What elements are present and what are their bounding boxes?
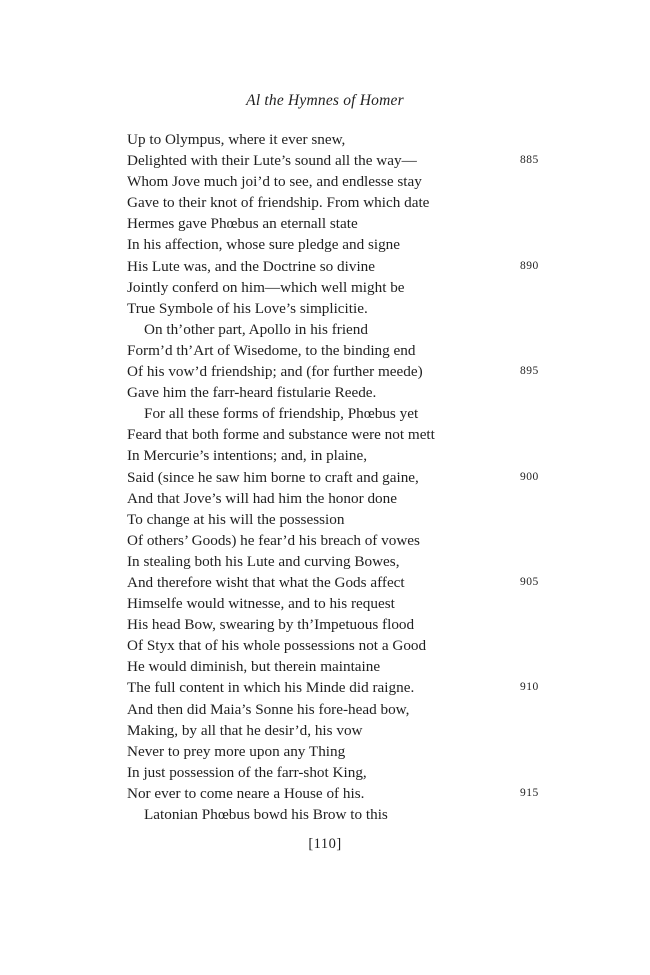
verse-line <box>127 530 547 551</box>
verse-text: Nor ever to come neare a House of his. <box>127 784 365 802</box>
verse-text: In just possession of the farr-shot King, <box>127 763 367 781</box>
verse-text: His head Bow, swearing by th’Impetuous flood <box>127 616 415 634</box>
verse-text: And therefore wisht that what the Gods affect <box>127 573 405 591</box>
verse-line <box>127 572 547 593</box>
line-number: 915 <box>520 786 539 799</box>
verse-line <box>127 614 547 635</box>
verse-line <box>127 424 547 445</box>
poem-body <box>127 129 547 825</box>
verse-text: Feard that both forme and substance were not mett <box>127 426 435 444</box>
verse-line <box>127 720 547 741</box>
verse-text: His Lute was, and the Doctrine so divine <box>127 257 376 275</box>
line-number: 885 <box>520 154 539 167</box>
verse-text: Himselfe would witnesse, and to his request <box>127 595 395 613</box>
verse-text: Of his vow’d friendship; and (for further meede) <box>127 363 423 381</box>
verse-line <box>127 129 547 150</box>
verse-text: The full content in which his Minde did raigne. <box>127 679 415 697</box>
verse-line <box>127 298 547 319</box>
verse-text: For all these forms of friendship, Phœbus yet <box>144 405 419 423</box>
verse-text: In his affection, whose sure pledge and signe <box>127 236 401 254</box>
verse-line <box>127 593 547 614</box>
line-number: 895 <box>520 365 539 378</box>
verse-line <box>127 213 547 234</box>
verse-line <box>127 677 547 698</box>
verse-line <box>127 382 547 403</box>
verse-text: Gave him the farr-heard fistularie Reede. <box>127 384 377 402</box>
verse-text: And that Jove’s will had him the honor done <box>127 489 397 507</box>
verse-line <box>127 234 547 255</box>
verse-line <box>127 783 547 804</box>
line-number: 910 <box>520 681 539 694</box>
verse-line <box>127 192 547 213</box>
verse-line <box>127 804 547 825</box>
verse-text: He would diminish, but therein maintaine <box>127 658 381 676</box>
verse-line <box>127 762 547 783</box>
verse-line <box>127 361 547 382</box>
verse-text: Jointly conferd on him—which well might be <box>127 278 405 296</box>
verse-line <box>127 403 547 424</box>
verse-text: Said (since he saw him borne to craft and gaine, <box>127 468 419 486</box>
verse-text: On th’other part, Apollo in his friend <box>144 320 368 338</box>
verse-line <box>127 445 547 466</box>
page-number: [110] <box>308 836 342 852</box>
line-number: 905 <box>520 575 539 588</box>
verse-line <box>127 488 547 509</box>
line-number: 900 <box>520 470 539 483</box>
verse-text: And then did Maia’s Sonne his fore-head bow, <box>127 700 410 718</box>
verse-text: Of others’ Goods) he fear’d his breach of vowes <box>127 531 420 549</box>
verse-line <box>127 319 547 340</box>
verse-line <box>127 467 547 488</box>
running-head: Al the Hymnes of Homer <box>246 92 404 109</box>
verse-line <box>127 635 547 656</box>
verse-line <box>127 699 547 720</box>
verse-line <box>127 551 547 572</box>
verse-text: Whom Jove much joi’d to see, and endlesse stay <box>127 173 422 191</box>
verse-text: True Symbole of his Love’s simplicitie. <box>127 299 368 317</box>
verse-text: Up to Olympus, where it ever snew, <box>127 131 346 148</box>
verse-line <box>127 340 547 361</box>
verse-text: Gave to their knot of friendship. From which date <box>127 194 430 212</box>
verse-text: In stealing both his Lute and curving Bowes, <box>127 552 400 570</box>
verse-text: Delighted with their Lute’s sound all the way— <box>127 152 417 170</box>
verse-line <box>127 171 547 192</box>
verse-text: Making, by all that he desir’d, his vow <box>127 721 363 739</box>
verse-text: In Mercurie’s intentions; and, in plaine, <box>127 447 367 465</box>
verse-text: Of Styx that of his whole possessions not a Good <box>127 637 427 655</box>
verse-line <box>127 741 547 762</box>
verse-line <box>127 277 547 298</box>
verse-text: To change at his will the possession <box>127 510 345 528</box>
verse-line <box>127 509 547 530</box>
verse-line <box>127 656 547 677</box>
verse-text: Latonian Phœbus bowd his Brow to this <box>144 806 388 823</box>
line-number: 890 <box>520 259 539 272</box>
verse-text: Never to prey more upon any Thing <box>127 742 346 760</box>
verse-text: Hermes gave Phœbus an eternall state <box>127 215 358 233</box>
verse-line <box>127 150 547 171</box>
verse-text: Form’d th’Art of Wisedome, to the binding end <box>127 341 416 359</box>
verse-line <box>127 256 547 277</box>
